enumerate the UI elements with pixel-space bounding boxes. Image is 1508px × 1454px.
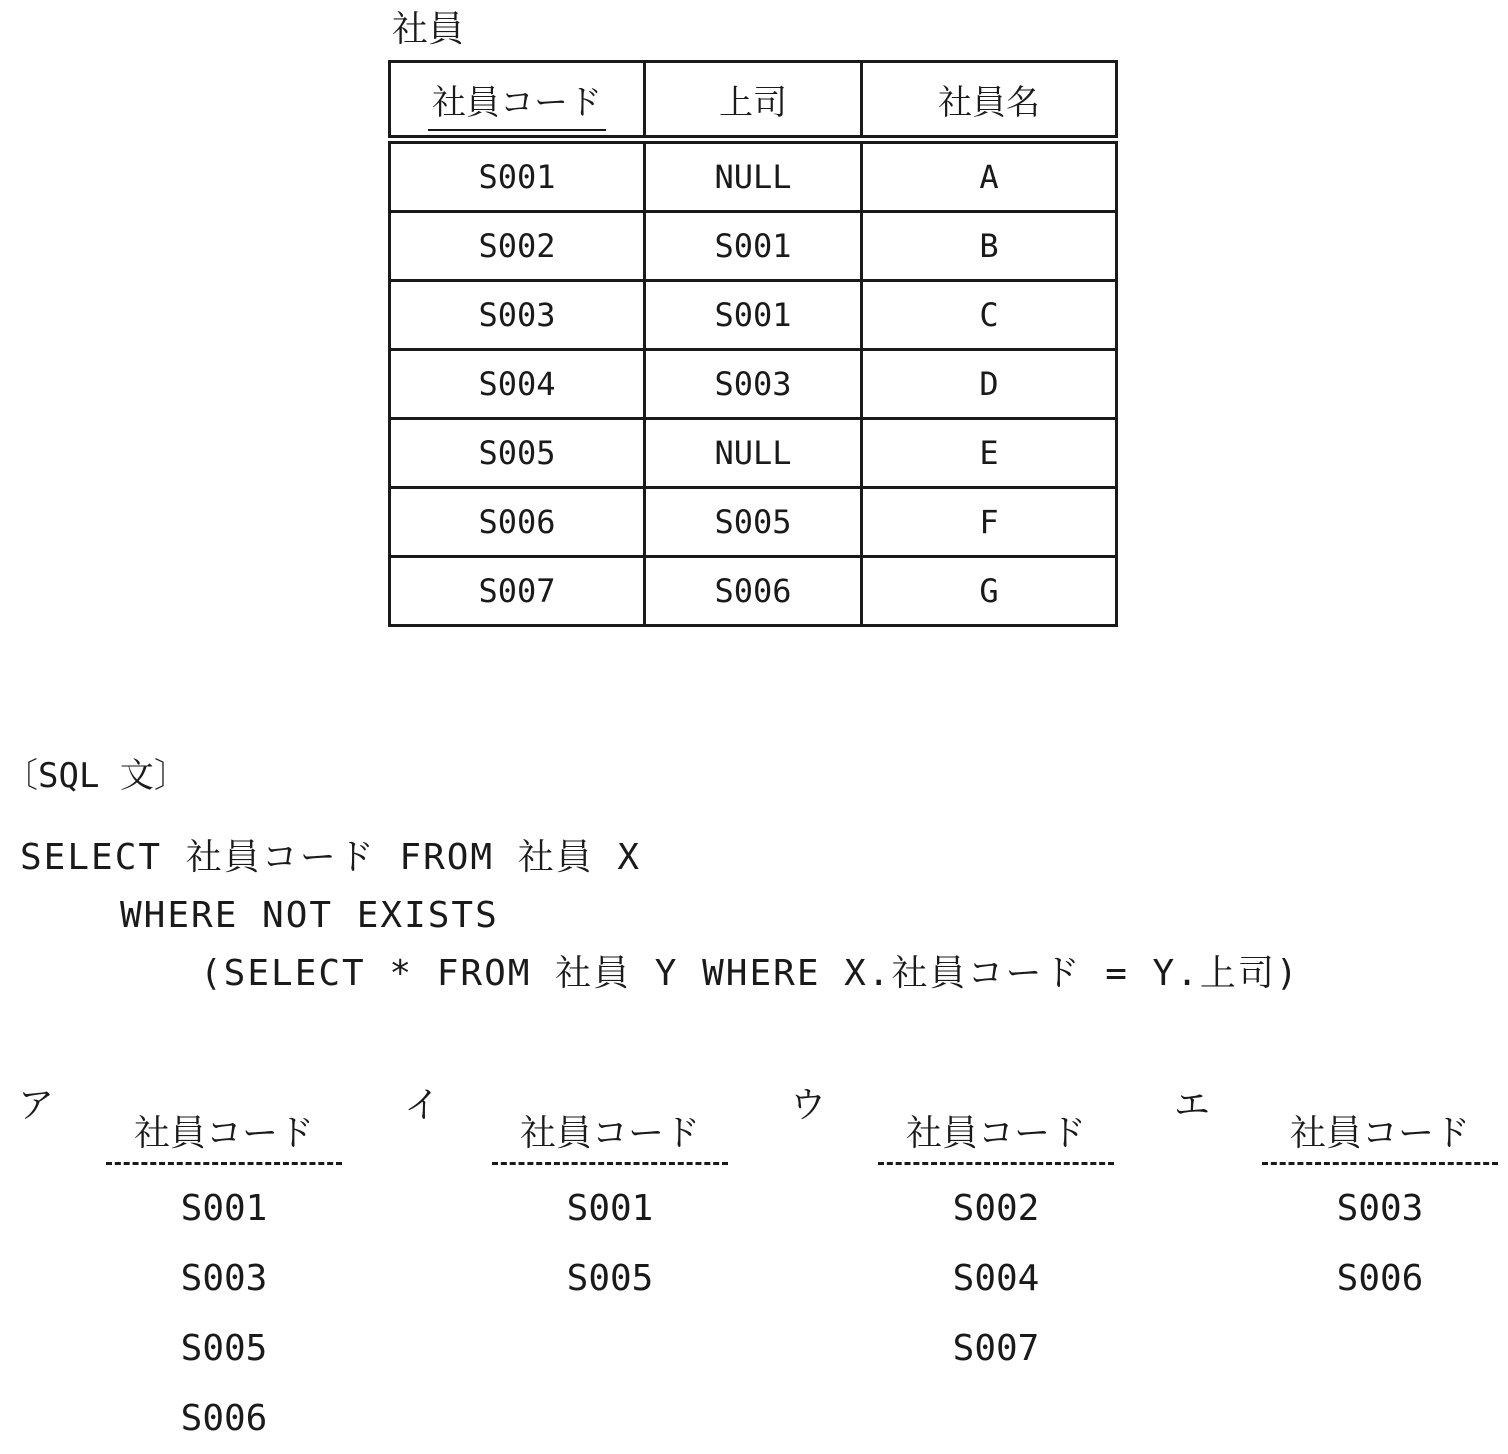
cell-name: F — [862, 488, 1117, 557]
cell-boss: NULL — [645, 419, 862, 488]
option-values — [878, 1174, 1114, 1384]
cell-name: B — [862, 212, 1117, 281]
option-letter: エ — [1174, 1085, 1211, 1126]
cell-boss: S001 — [645, 281, 862, 350]
option-value: S003 — [1336, 1188, 1424, 1229]
table-row — [390, 350, 1117, 419]
option-values — [1262, 1174, 1498, 1314]
cell-name: C — [862, 281, 1117, 350]
cell-boss: S006 — [645, 557, 862, 626]
option-letter: ア — [18, 1085, 55, 1126]
employee-table — [388, 60, 1118, 627]
option-letter: イ — [404, 1085, 441, 1126]
option-values — [106, 1174, 342, 1454]
option-header: 社員コード — [492, 1108, 728, 1165]
table-row — [390, 419, 1117, 488]
option-value: S002 — [952, 1188, 1040, 1229]
table-row — [390, 140, 1117, 212]
option-header: 社員コード — [106, 1108, 342, 1165]
cell-code: S004 — [390, 350, 645, 419]
cell-name: A — [862, 140, 1117, 212]
table-caption: 社員 — [392, 9, 465, 50]
option-header: 社員コード — [878, 1108, 1114, 1165]
cell-code: S005 — [390, 419, 645, 488]
option-value: S005 — [566, 1258, 654, 1299]
sql-line-select: SELECT 社員コード FROM 社員 X — [20, 837, 642, 878]
primary-key-label: 社員コード — [428, 83, 606, 131]
table-row — [390, 488, 1117, 557]
cell-name: D — [862, 350, 1117, 419]
option-value: S006 — [180, 1398, 268, 1439]
option-value: S001 — [566, 1188, 654, 1229]
option-value: S005 — [180, 1328, 268, 1369]
option-value: S006 — [1336, 1258, 1424, 1299]
option-values — [492, 1174, 728, 1314]
cell-boss: S003 — [645, 350, 862, 419]
table-row — [390, 212, 1117, 281]
header-boss: 上司 — [645, 62, 862, 140]
table-row — [390, 281, 1117, 350]
answer-option-b — [404, 1082, 764, 1432]
sql-heading: 〔SQL 文〕 — [4, 756, 188, 796]
option-value: S003 — [180, 1258, 268, 1299]
header-employee-name: 社員名 — [862, 62, 1117, 140]
option-value: S001 — [180, 1188, 268, 1229]
option-header: 社員コード — [1262, 1108, 1498, 1165]
table-row — [390, 557, 1117, 626]
cell-boss: NULL — [645, 140, 862, 212]
cell-code: S001 — [390, 140, 645, 212]
cell-code: S007 — [390, 557, 645, 626]
option-value: S004 — [952, 1258, 1040, 1299]
option-letter: ウ — [790, 1085, 827, 1126]
option-value: S007 — [952, 1328, 1040, 1369]
header-employee-code — [390, 62, 645, 140]
answer-option-d — [1174, 1082, 1508, 1432]
answer-option-c — [790, 1082, 1150, 1432]
table-header-row — [390, 62, 1117, 140]
cell-boss: S001 — [645, 212, 862, 281]
cell-name: E — [862, 419, 1117, 488]
cell-code: S006 — [390, 488, 645, 557]
sql-line-subquery: (SELECT * FROM 社員 Y WHERE X.社員コード = Y.上司) — [200, 953, 1300, 994]
sql-line-where: WHERE NOT EXISTS — [120, 895, 499, 936]
cell-name: G — [862, 557, 1117, 626]
cell-code: S003 — [390, 281, 645, 350]
cell-boss: S005 — [645, 488, 862, 557]
answer-option-a — [18, 1082, 378, 1439]
cell-code: S002 — [390, 212, 645, 281]
